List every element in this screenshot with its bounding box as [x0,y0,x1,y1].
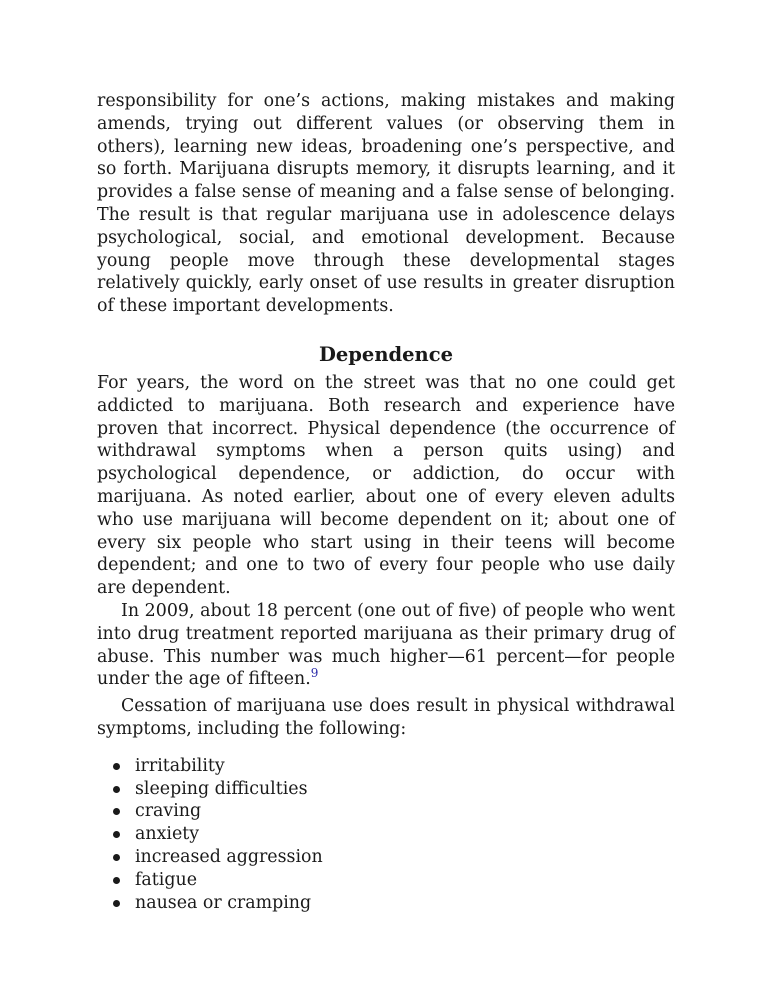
withdrawal-symptoms-list [97,755,675,915]
footnote-reference-link[interactable]: 9 [310,666,319,681]
list-item [97,869,675,892]
bullet-icon [113,831,120,838]
list-item-text: irritability [135,755,225,776]
paragraph-continuation: responsibility for one’s actions, making mistakes and making amends, trying out different values (or observing them in others), learning new ideas, broadening one’s perspective, and so forth. Marijuana disrupts memory, it disrupts learning, and it provides a false sense of meaning and a false sense of belonging. The result is that regular marijuana use in adolescence delays psychological, social, and emotional development. Because young people move through these developmental stages relatively quickly, early onset of use results in greater disruption of these important developments. [97,91,675,317]
bullet-icon [113,900,120,907]
list-item-text: nausea or cramping [135,892,312,913]
bullet-icon [113,786,120,793]
bullet-icon [113,854,120,861]
paragraph-withdrawal: Cessation of marijuana use does result in physical withdrawal symptoms, including the following: [97,696,675,739]
bullet-icon [113,763,120,770]
list-item [97,846,675,869]
list-item-text: anxiety [135,824,200,845]
list-item-text: fatigue [135,869,197,890]
list-item-text: sleeping difficulties [135,778,308,799]
paragraph-dependence: For years, the word on the street was that no one could get addicted to marijuana. Both research and experience have proven that incorrect. Physical dependence (the occurrence of withdrawal symptoms when a person quits using) and psychological dependence, or addiction, do occur with marijuana. As noted earlier, about one of every eleven adults who use marijuana will become dependent on it; about one of every six people who start using in their teens will become dependent; and one to two of every four people who use daily are dependent. [97,372,675,599]
bullet-icon [113,808,120,815]
list-item [97,755,675,778]
list-item [97,823,675,846]
treatment-stats-text: In 2009, about 18 percent (one out of five) of people who went into drug treatment reported marijuana as their primary drug of abuse. This number was much higher—61 percent—for people under the age of fifteen. [97,600,675,690]
list-item-text: increased aggression [135,846,323,867]
list-item [97,778,675,801]
paragraph-treatment-stats [97,600,675,691]
list-item [97,800,675,823]
page-body [97,90,675,914]
section-heading: Dependence [318,342,454,366]
list-item [97,892,675,915]
list-item-text: craving [135,801,202,822]
bullet-icon [113,877,120,884]
